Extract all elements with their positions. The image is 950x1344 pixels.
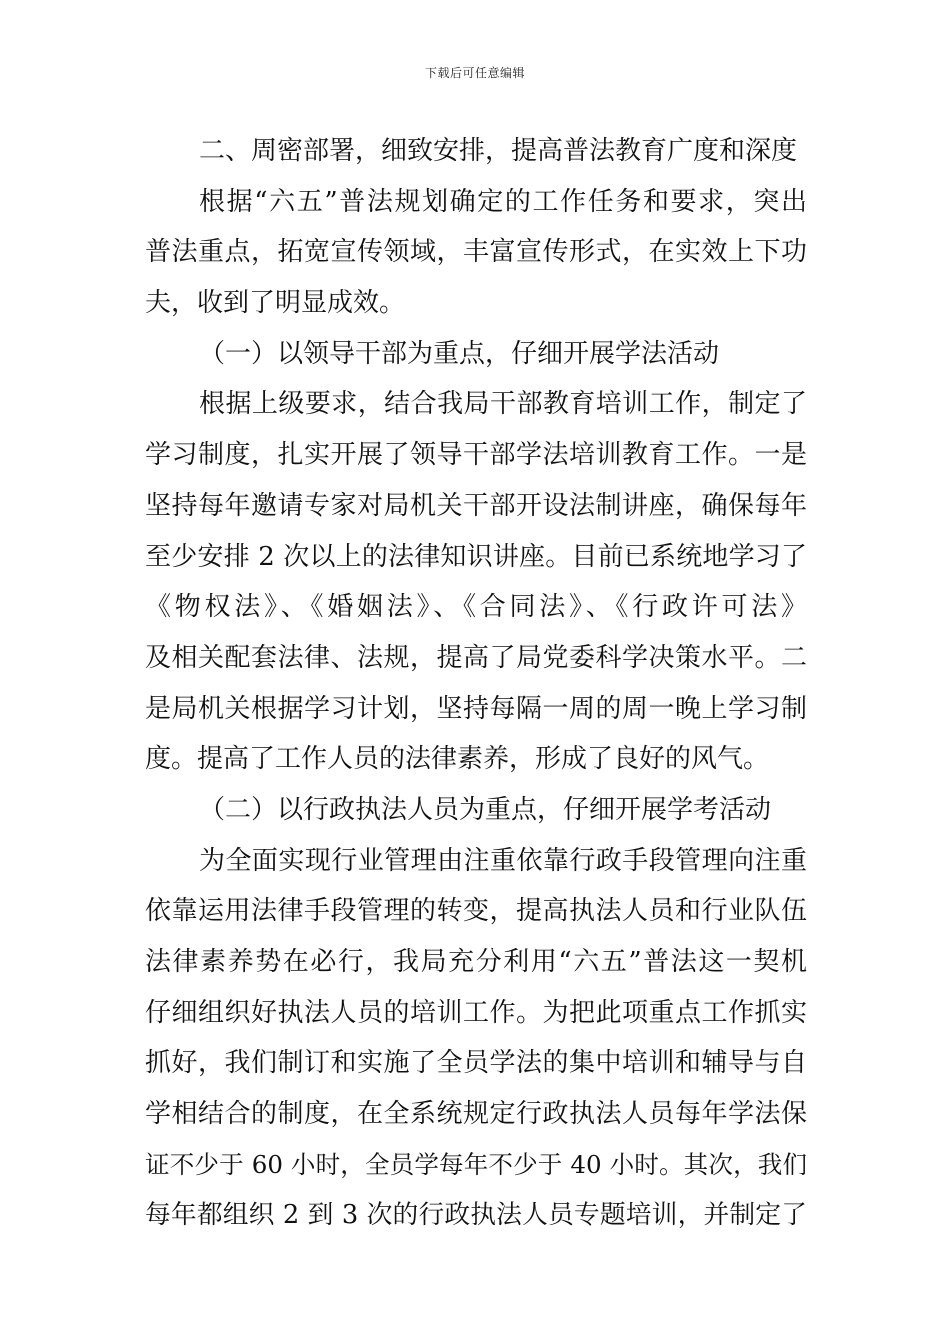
paragraph-line: 根据上级要求，结合我局干部教育培训工作，制定了	[199, 389, 807, 420]
paragraph-line: 证不少于 60 小时，全员学每年不少于 40 小时。其次，我们	[145, 1149, 807, 1179]
section-heading: 二、周密部署，细致安排，提高普法教育广度和深度	[199, 136, 798, 166]
paragraph-line: 依靠运用法律手段管理的转变，提高执法人员和行业队伍	[145, 896, 807, 927]
subsection-heading: （二）以行政执法人员为重点，仔细开展学考活动	[199, 794, 772, 825]
paragraph-line: 夫，收到了明显成效。	[145, 288, 406, 319]
paragraph-line: 学习制度，扎实开展了领导干部学法培训教育工作。一是	[145, 440, 807, 471]
document-body	[145, 126, 807, 1241]
paragraph-line: 每年都组织 2 到 3 次的行政执法人员专题培训，并制定了	[145, 1200, 807, 1231]
paragraph-line: 根据“六五”普法规划确定的工作任务和要求，突出	[199, 186, 807, 217]
paragraph-line: 仔细组织好执法人员的培训工作。为把此项重点工作抓实	[145, 997, 807, 1028]
paragraph-line: 为全面实现行业管理由注重依靠行政手段管理向注重	[199, 845, 807, 876]
paragraph-line: 是局机关根据学习计划，坚持每隔一周的周一晚上学习制	[145, 693, 807, 724]
subsection-heading: （一）以领导干部为重点，仔细开展学法活动	[199, 338, 720, 369]
paragraph-line: 度。提高了工作人员的法律素养，形成了良好的风气。	[145, 744, 770, 775]
paragraph-line: 及相关配套法律、法规，提高了局党委科学决策水平。二	[145, 642, 807, 673]
paragraph-line: 坚持每年邀请专家对局机关干部开设法制讲座，确保每年	[145, 490, 807, 521]
paragraph-line: 至少安排 2 次以上的法律知识讲座。目前已系统地学习了	[145, 541, 807, 572]
paragraph-line: 《物权法》、《婚姻法》、《合同法》、《行政许可法》	[145, 592, 807, 623]
paragraph-line: 法律素养势在必行，我局充分利用“六五”普法这一契机	[145, 947, 807, 977]
paragraph-line: 抓好，我们制订和实施了全员学法的集中培训和辅导与自	[145, 1048, 807, 1079]
page-header: 下载后可任意编辑	[424, 66, 525, 80]
paragraph-line: 学相结合的制度，在全系统规定行政执法人员每年学法保	[145, 1099, 807, 1130]
paragraph-line: 普法重点，拓宽宣传领域，丰富宣传形式，在实效上下功	[145, 237, 807, 268]
